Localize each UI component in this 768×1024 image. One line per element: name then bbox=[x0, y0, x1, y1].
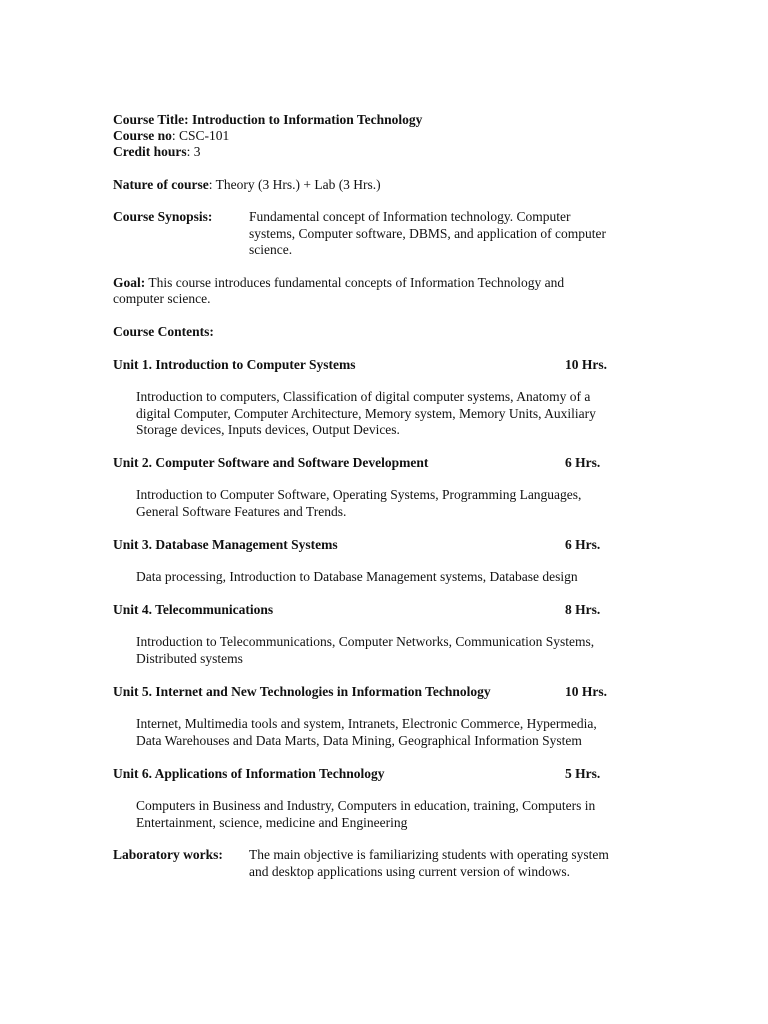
unit-3-line-1: Data processing, Introduction to Database Management systems, Database design bbox=[136, 569, 578, 584]
course-title-label: Course Title: bbox=[113, 112, 189, 127]
unit-6-title bbox=[113, 766, 385, 782]
unit-1-title bbox=[113, 357, 356, 373]
course-no-label: Course no bbox=[113, 128, 172, 143]
lab-label bbox=[113, 847, 223, 863]
synopsis-line-3: science. bbox=[249, 242, 293, 257]
unit-1-hours: 10 Hrs. bbox=[565, 357, 607, 372]
lab-line-2: and desktop applications using current version of windows. bbox=[249, 864, 570, 879]
course-title-value: Introduction to Information Technology bbox=[192, 112, 423, 127]
unit-6-hours: 5 Hrs. bbox=[565, 766, 601, 781]
goal-line-2: computer science. bbox=[113, 291, 211, 306]
unit-5-title-text: Unit 5. Internet and New Technologies in Information Technology bbox=[113, 684, 491, 699]
unit-4-title-text: Unit 4. Telecommunications bbox=[113, 602, 274, 617]
unit-2-title-text: Unit 2. Computer Software and Software Development bbox=[113, 455, 429, 470]
goal-label: Goal: bbox=[113, 275, 146, 290]
course-no-value: : CSC-101 bbox=[171, 128, 230, 143]
unit-5-title bbox=[113, 684, 491, 700]
unit-3-title bbox=[113, 537, 338, 553]
nature-label: Nature of course bbox=[113, 177, 209, 192]
unit-4-line-2: Distributed systems bbox=[136, 651, 243, 666]
unit-1-title-text: Unit 1. Introduction to Computer Systems bbox=[113, 357, 356, 372]
nature-value: : Theory (3 Hrs.) + Lab (3 Hrs.) bbox=[208, 177, 381, 192]
unit-3-title-text: Unit 3. Database Management Systems bbox=[113, 537, 338, 552]
unit-6-title-text: Unit 6. Applications of Information Technology bbox=[113, 766, 385, 781]
unit-4-hours: 8 Hrs. bbox=[565, 602, 601, 617]
course-no-line bbox=[113, 128, 229, 144]
synopsis-line-1: Fundamental concept of Information technology. Computer bbox=[249, 209, 571, 224]
unit-5-line-1: Internet, Multimedia tools and system, Intranets, Electronic Commerce, Hypermedia, bbox=[136, 716, 597, 731]
synopsis-label-text: Course Synopsis: bbox=[113, 209, 213, 224]
goal-text-1: This course introduces fundamental concepts of Information Technology and bbox=[148, 275, 565, 290]
goal-line-1 bbox=[113, 275, 564, 291]
unit-2-hours: 6 Hrs. bbox=[565, 455, 601, 470]
unit-6-line-2: Entertainment, science, medicine and Engineering bbox=[136, 815, 408, 830]
unit-2-line-1: Introduction to Computer Software, Operating Systems, Programming Languages, bbox=[136, 487, 582, 502]
unit-3-hours: 6 Hrs. bbox=[565, 537, 601, 552]
lab-label-text: Laboratory works: bbox=[113, 847, 223, 862]
nature-line bbox=[113, 177, 381, 193]
unit-6-line-1: Computers in Business and Industry, Computers in education, training, Computers in bbox=[136, 798, 596, 813]
credit-hours-value: : 3 bbox=[186, 144, 201, 159]
course-contents-heading-text: Course Contents: bbox=[113, 324, 214, 339]
unit-2-line-2: General Software Features and Trends. bbox=[136, 504, 347, 519]
credit-hours-line bbox=[113, 144, 201, 160]
credit-hours-label: Credit hours bbox=[113, 144, 187, 159]
unit-5-hours: 10 Hrs. bbox=[565, 684, 607, 699]
unit-1-line-1: Introduction to computers, Classification of digital computer systems, Anatomy of a bbox=[136, 389, 591, 404]
unit-4-line-1: Introduction to Telecommunications, Computer Networks, Communication Systems, bbox=[136, 634, 595, 649]
synopsis-label bbox=[113, 209, 212, 225]
unit-2-title bbox=[113, 455, 428, 471]
course-contents-heading bbox=[113, 324, 214, 340]
lab-line-1: The main objective is familiarizing students with operating system bbox=[249, 847, 609, 862]
synopsis-line-2: systems, Computer software, DBMS, and application of computer bbox=[249, 226, 606, 241]
unit-1-line-3: Storage devices, Inputs devices, Output Devices. bbox=[136, 422, 400, 437]
unit-5-line-2: Data Warehouses and Data Marts, Data Mining, Geographical Information System bbox=[136, 733, 582, 748]
unit-1-line-2: digital Computer, Computer Architecture, Memory system, Memory Units, Auxiliary bbox=[136, 406, 596, 421]
course-title-line bbox=[113, 112, 422, 128]
unit-4-title bbox=[113, 602, 273, 618]
